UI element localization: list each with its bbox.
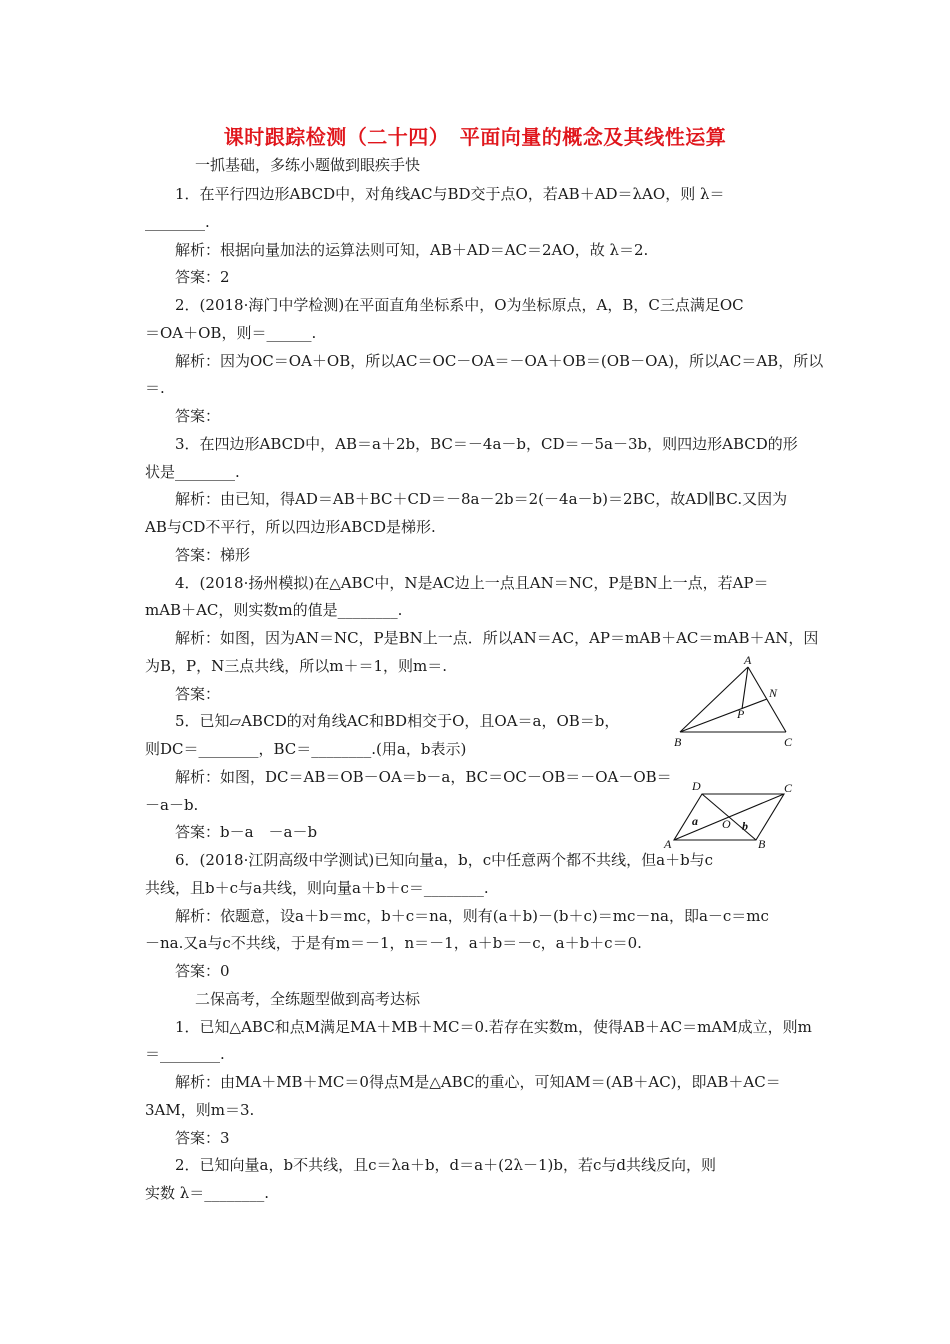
answer-text: 答案：3	[175, 1129, 230, 1147]
question-text: 5．已知▱ABCD的对角线AC和BD相交于O，且OA＝a，OB＝b，	[175, 712, 620, 730]
question-text: 状是________.	[145, 463, 240, 481]
segment-bn	[680, 699, 767, 732]
parallelogram-figure	[660, 780, 800, 852]
solution-text: －a－b.	[145, 796, 199, 814]
answer-text: 答案：0	[175, 962, 230, 980]
question-text: 实数 λ＝________.	[145, 1184, 270, 1202]
answer-text: 答案：2	[175, 268, 230, 286]
label-c: C	[784, 735, 793, 749]
label-a: A	[744, 653, 752, 667]
label-d: D	[692, 780, 701, 793]
question-text: ＝OA＋OB，则＝______.	[145, 324, 317, 342]
label-vector-a: a	[692, 814, 698, 828]
label-n: N	[769, 686, 778, 700]
label-a: A	[664, 837, 672, 851]
solution-text: AB与CD不平行，所以四边形ABCD是梯形.	[145, 518, 436, 536]
solution-text: 解析：由已知，得AD＝AB＋BC＋CD＝－8a－2b＝2(－4a－b)＝2BC，故AD∥BC.又因为	[175, 490, 788, 508]
solution-text: 3AM，则m＝3.	[145, 1101, 255, 1119]
question-text: mAB＋AC，则实数m的值是________.	[145, 601, 403, 619]
segment-ap	[742, 667, 748, 709]
solution-text: 解析：由MA＋MB＋MC＝0得点M是△ABC的重心，可知AM＝(AB＋AC)，即AB＋AC＝	[175, 1073, 781, 1091]
answer-text: 答案：	[175, 407, 221, 425]
label-b: B	[758, 837, 766, 851]
question-text: 共线，且b＋c与a共线，则向量a＋b＋c＝________.	[145, 879, 489, 897]
answer-text: 答案：b－a －a－b	[175, 823, 318, 841]
solution-text: 为B，P，N三点共线，所以m＋＝1，则m＝.	[145, 657, 448, 675]
solution-text: 解析：如图，因为AN＝NC，P是BN上一点．所以AN＝AC，AP＝mAB＋AC＝mAB＋AN，因	[175, 629, 819, 647]
question-text: 6．(2018·江阴高级中学测试)已知向量a，b，c中任意两个都不共线，但a＋b与c	[175, 851, 714, 869]
triangle-figure	[668, 652, 808, 750]
question-text: 1．已知△ABC和点M满足MA＋MB＋MC＝0.若存在实数m，使得AB＋AC＝mAM成立，则m	[175, 1018, 812, 1036]
label-vector-b: b	[742, 819, 748, 833]
question-text: ________.	[145, 213, 210, 231]
answer-text: 答案：	[175, 685, 221, 703]
label-o: O	[722, 817, 731, 831]
side-ab	[680, 667, 748, 732]
solution-text: 解析：依题意，设a＋b＝mc，b＋c＝na，则有(a＋b)－(b＋c)＝mc－na，即a－c＝mc	[175, 907, 769, 925]
answer-text: 答案：梯形	[175, 546, 251, 564]
solution-text: 解析：根据向量加法的运算法则可知，AB＋AD＝AC＝2AO，故 λ＝2.	[175, 241, 649, 259]
question-text: 1．在平行四边形ABCD中，对角线AC与BD交于点O，若AB＋AD＝λAO，则 λ＝	[175, 185, 725, 203]
question-text: 2．已知向量a，b不共线，且c＝λa＋b，d＝a＋(2λ－1)b，若c与d共线反向，则	[175, 1156, 716, 1174]
question-text: 则DC＝________，BC＝________.(用a，b表示)	[145, 740, 467, 758]
solution-text: 解析：如图，DC＝AB＝OB－OA＝b－a，BC＝OC－OB＝－OA－OB＝	[175, 768, 672, 786]
section-heading-1: 一抓基础，多练小题做到眼疾手快	[195, 156, 421, 174]
question-text: 2．(2018·海门中学检测)在平面直角坐标系中，O为坐标原点，A，B，C三点满足OC	[175, 296, 744, 314]
solution-text: －na.又a与c不共线，于是有m＝－1，n＝－1，a＋b＝－c，a＋b＋c＝0.	[145, 934, 642, 952]
label-b: B	[674, 735, 682, 749]
label-c: C	[784, 781, 793, 795]
solution-text: 解析：因为OC＝OA＋OB，所以AC＝OC－OA＝－OA＋OB＝(OB－OA)，所以AC＝AB，所以	[175, 352, 824, 370]
question-text: 3．在四边形ABCD中，AB＝a＋2b，BC＝－4a－b，CD＝－5a－3b，则四边形ABCD的形	[175, 435, 798, 453]
page-title: 课时跟踪检测（二十四） 平面向量的概念及其线性运算	[223, 125, 727, 149]
label-p: P	[737, 707, 745, 721]
section-heading-2: 二保高考，全练题型做到高考达标	[195, 990, 421, 1008]
question-text: ＝________.	[145, 1045, 225, 1063]
question-text: 4．(2018·扬州模拟)在△ABC中，N是AC边上一点且AN＝NC，P是BN上一点，若AP＝	[175, 574, 769, 592]
solution-text: ＝.	[145, 379, 165, 397]
